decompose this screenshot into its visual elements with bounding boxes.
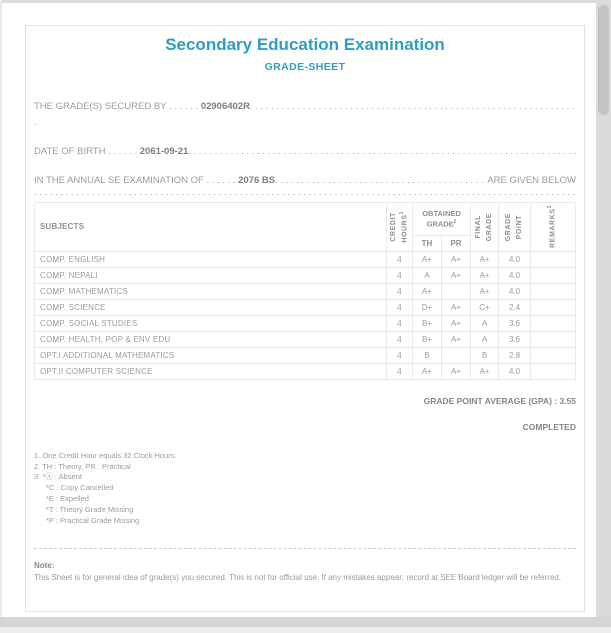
col-header-grade-point xyxy=(499,202,531,251)
dot-gap xyxy=(167,101,201,113)
grades-table xyxy=(34,202,576,380)
grade-point-cell: 3.6 xyxy=(499,331,531,347)
exam-value: 2076 BS xyxy=(238,174,276,186)
theory-grade-cell: B+ xyxy=(413,315,442,331)
subject-cell: COMP. SOCIAL STUDIES xyxy=(35,315,387,331)
grade-point-cell: 3.6 xyxy=(499,315,531,331)
subject-rows xyxy=(35,251,576,379)
gpa-summary: GRADE POINT AVERAGE (GPA) : 3.55 xyxy=(423,395,576,406)
dob-value: 2061-09-21 xyxy=(139,145,189,157)
credit-hours-cell: 4 xyxy=(387,331,413,347)
point-word: POINT xyxy=(515,214,523,240)
remarks-cell xyxy=(531,251,576,267)
table-row xyxy=(35,347,576,363)
remarks-cell xyxy=(531,283,576,299)
credit-hours-cell: 4 xyxy=(387,251,413,267)
window-bottom-bar xyxy=(0,617,611,627)
footnote-line: *T : Theory Grade Missing xyxy=(46,504,134,514)
final-grade-cell: C+ xyxy=(471,299,499,315)
note-block xyxy=(34,561,576,583)
window-top-edge xyxy=(0,0,611,3)
footnote-line: 2. TH : Theory, PR : Practical xyxy=(34,461,131,471)
practical-grade-cell: A+ xyxy=(442,267,471,283)
footnote-line: *C : Copy Cancelled xyxy=(46,483,114,493)
final-grade-cell: A+ xyxy=(471,363,499,379)
footnotes-list xyxy=(34,451,576,527)
remarks-cell xyxy=(531,299,576,315)
dot-gap xyxy=(204,175,238,187)
remarks-footnote-sup: 3 xyxy=(547,205,554,209)
credit-hours-cell: 4 xyxy=(387,267,413,283)
credit-hours-cell: 4 xyxy=(387,283,413,299)
table-row xyxy=(35,363,576,379)
status-completed: COMPLETED xyxy=(522,421,576,432)
col-header-obtained-grade xyxy=(413,202,471,235)
page-subtitle: GRADE-SHEET xyxy=(264,60,346,73)
col-header-remarks xyxy=(531,202,576,251)
final-grade-cell: A xyxy=(471,315,499,331)
subject-cell: COMP. NEPALI xyxy=(35,267,387,283)
dob-label: DATE OF BIRTH xyxy=(34,145,106,157)
final-grade-cell: A xyxy=(471,331,499,347)
dotted-leader xyxy=(250,101,576,113)
theory-grade-cell: A+ xyxy=(413,283,442,299)
dotted-separator xyxy=(34,188,576,197)
window-left-edge xyxy=(0,0,2,617)
remarks-text: REMARKS xyxy=(549,208,557,249)
table-row xyxy=(35,283,576,299)
final-grade-cell: A+ xyxy=(471,251,499,267)
note-text: This Sheet is for general idea of grade(s) you secured. This is not for official use. If any mistakes appear; record at SEE Board ledger will be referred. xyxy=(34,573,562,583)
col-header-subjects: SUBJECTS xyxy=(35,202,387,251)
final-grade-cell: B xyxy=(471,347,499,363)
dotted-leader xyxy=(188,146,576,158)
table-row xyxy=(35,267,576,283)
col-header-pr: PR xyxy=(442,235,471,251)
credit-hours-cell: 4 xyxy=(387,315,413,331)
theory-grade-cell: A+ xyxy=(413,251,442,267)
theory-grade-cell: B xyxy=(413,347,442,363)
grade-point-cell: 4.0 xyxy=(499,363,531,379)
final-grade-cell: A+ xyxy=(471,283,499,299)
credit-hours-cell: 4 xyxy=(387,363,413,379)
secured-by-line xyxy=(34,101,576,113)
hours-word xyxy=(399,211,410,243)
footnote-line: *E : Expelled xyxy=(46,494,89,504)
remarks-cell xyxy=(531,267,576,283)
col-header-credit-hours xyxy=(387,202,413,251)
practical-grade-cell: A+ xyxy=(442,331,471,347)
subject-cell: COMP. HEALTH, POP & ENV EDU xyxy=(35,331,387,347)
stray-dot: . xyxy=(34,116,37,128)
table-row xyxy=(35,315,576,331)
table-row xyxy=(35,251,576,267)
practical-grade-cell xyxy=(442,283,471,299)
practical-grade-cell: A+ xyxy=(442,363,471,379)
remarks-cell xyxy=(531,363,576,379)
grade-point-cell: 2.8 xyxy=(499,347,531,363)
grade-word: GRADE xyxy=(426,219,454,229)
note-label: Note: xyxy=(34,561,55,571)
footnote-line: 3. *Ⓐ : Absent xyxy=(34,472,82,482)
grade-point-cell: 4.0 xyxy=(499,267,531,283)
credit-word: CREDIT xyxy=(389,212,397,242)
remarks-cell xyxy=(531,331,576,347)
dashed-divider xyxy=(34,548,576,549)
practical-grade-cell: A+ xyxy=(442,299,471,315)
table-row xyxy=(35,299,576,315)
subject-cell: OPT.II COMPUTER SCIENCE xyxy=(35,363,387,379)
practical-grade-cell: A+ xyxy=(442,315,471,331)
theory-grade-cell: B+ xyxy=(413,331,442,347)
exam-label: IN THE ANNUAL SE EXAMINATION OF xyxy=(34,174,204,186)
scrollbar-thumb[interactable] xyxy=(598,5,609,115)
theory-grade-cell: A xyxy=(413,267,442,283)
subject-cell: COMP. SCIENCE xyxy=(35,299,387,315)
final-grade-cell: A+ xyxy=(471,267,499,283)
footnote-line: *P : Practical Grade Missing xyxy=(46,515,140,525)
grade-point-cell: 4.0 xyxy=(499,251,531,267)
point-grade-word: GRADE xyxy=(505,212,513,241)
subject-cell: COMP. MATHEMATICS xyxy=(35,283,387,299)
credit-hours-cell: 4 xyxy=(387,299,413,315)
grade-point-cell: 4.0 xyxy=(499,283,531,299)
dot-gap xyxy=(105,146,139,158)
scrollbar[interactable] xyxy=(596,3,611,617)
subject-cell: OPT.I ADDITIONAL MATHEMATICS xyxy=(35,347,387,363)
practical-grade-cell xyxy=(442,347,471,363)
remarks-cell xyxy=(531,347,576,363)
theory-grade-cell: A+ xyxy=(413,363,442,379)
remarks-word xyxy=(547,205,558,248)
credit-hours-cell: 4 xyxy=(387,347,413,363)
obtained-word: OBTAINED xyxy=(422,209,461,219)
footnote-line: 1. One Credit Hour equals 32 Clock Hours. xyxy=(34,450,177,460)
col-header-th: TH xyxy=(413,235,442,251)
page-title: Secondary Education Examination xyxy=(165,35,445,54)
final-grade-word: GRADE xyxy=(485,212,493,241)
final-word: FINAL xyxy=(475,215,483,239)
subject-cell: COMP. ENGLISH xyxy=(35,251,387,267)
grade-sheet-card xyxy=(25,25,585,612)
secured-by-label: THE GRADE(S) SECURED BY xyxy=(34,100,167,112)
examination-line xyxy=(34,175,576,187)
obtained-footnote-sup: 2 xyxy=(453,218,457,225)
practical-grade-cell: A+ xyxy=(442,251,471,267)
window-bottom-edge xyxy=(0,627,611,633)
col-header-final-grade xyxy=(471,202,499,251)
dotted-leader xyxy=(275,175,483,187)
remarks-cell xyxy=(531,315,576,331)
credit-footnote-sup: 1 xyxy=(398,211,405,215)
hours-text: HOURS xyxy=(401,214,409,243)
theory-grade-cell: D+ xyxy=(413,299,442,315)
table-row xyxy=(35,331,576,347)
date-of-birth-line xyxy=(34,146,576,158)
exam-suffix: ARE GIVEN BELOW xyxy=(487,174,576,186)
grade-point-cell: 2.4 xyxy=(499,299,531,315)
secured-by-value: 02906402R xyxy=(200,100,250,112)
